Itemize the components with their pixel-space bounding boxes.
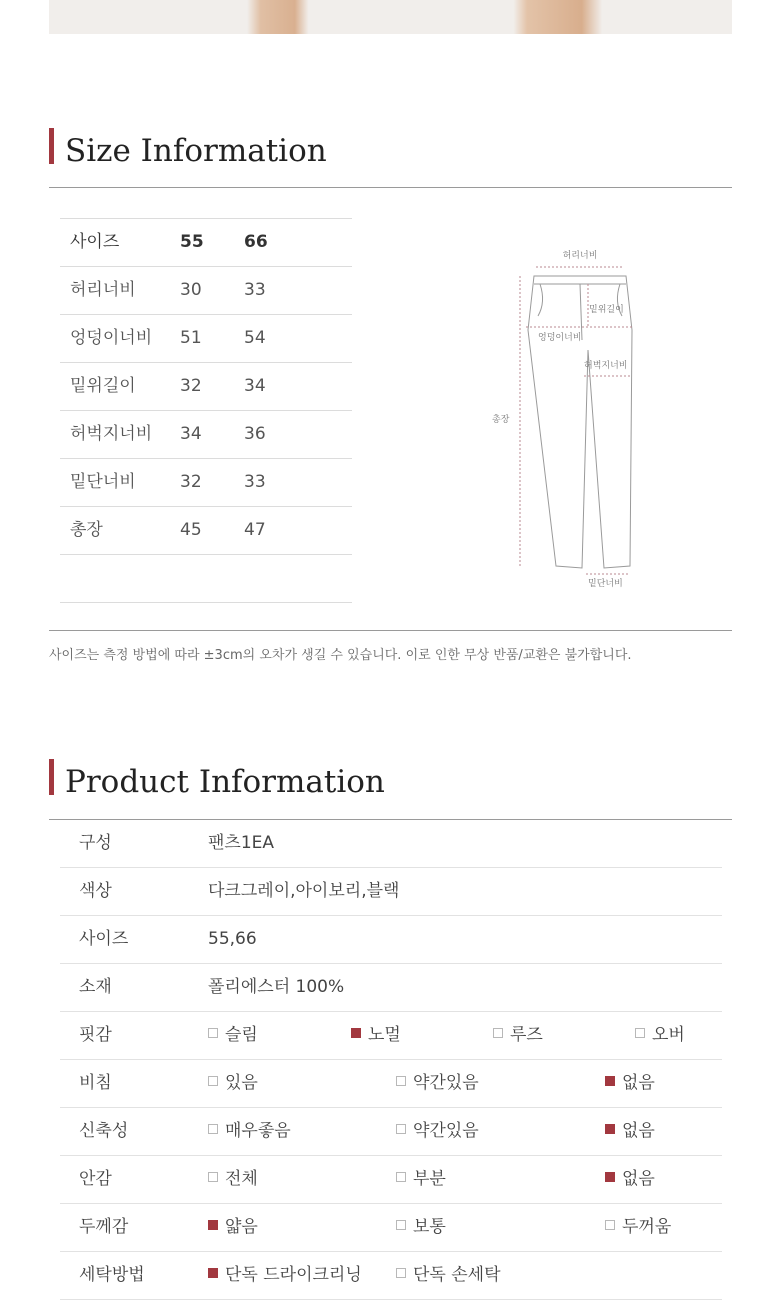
row-label: 핏감 xyxy=(79,1025,112,1045)
pants-outline xyxy=(528,276,632,568)
option-item xyxy=(396,1252,501,1299)
checkbox-icon xyxy=(396,1220,406,1230)
option-item xyxy=(208,1204,258,1251)
cell-66: 33 xyxy=(244,472,266,492)
header-cell: 66 xyxy=(244,232,268,252)
checkbox-icon xyxy=(396,1172,406,1182)
option-item xyxy=(493,1012,543,1059)
option-item xyxy=(605,1108,655,1155)
row-label: 엉덩이너비 xyxy=(70,328,153,348)
row-value: 폴리에스터 100% xyxy=(208,977,345,997)
option-label: 두꺼움 xyxy=(622,1217,672,1237)
checkbox-icon xyxy=(208,1268,218,1278)
checkbox-icon xyxy=(208,1220,218,1230)
table-divider xyxy=(60,602,352,603)
row-label: 소재 xyxy=(79,977,112,997)
checkbox-icon xyxy=(493,1028,503,1038)
table-row xyxy=(60,964,722,1012)
checkbox-icon xyxy=(605,1172,615,1182)
checkbox-icon xyxy=(208,1076,218,1086)
option-item xyxy=(396,1060,479,1107)
header-cell: 사이즈 xyxy=(70,232,120,252)
table-row xyxy=(60,315,352,362)
row-label: 안감 xyxy=(79,1169,112,1189)
table-row xyxy=(60,507,352,554)
header-cell: 55 xyxy=(180,232,204,252)
option-item xyxy=(208,1108,291,1155)
option-label: 단독 손세탁 xyxy=(413,1265,501,1285)
divider xyxy=(49,187,732,188)
table-row xyxy=(60,1252,722,1300)
cell-66: 33 xyxy=(244,280,266,300)
table-row xyxy=(60,363,352,410)
option-item xyxy=(635,1012,685,1059)
cell-55: 32 xyxy=(180,472,202,492)
option-item xyxy=(208,1012,258,1059)
option-item xyxy=(605,1060,655,1107)
row-label: 두께감 xyxy=(79,1217,129,1237)
product-photo-bottom xyxy=(49,0,732,34)
cell-55: 32 xyxy=(180,376,202,396)
checkbox-icon xyxy=(208,1028,218,1038)
table-row xyxy=(60,868,722,916)
row-label: 구성 xyxy=(79,833,112,853)
option-item xyxy=(208,1252,362,1299)
option-label: 얇음 xyxy=(225,1217,258,1237)
checkbox-icon xyxy=(208,1124,218,1134)
table-row xyxy=(60,1156,722,1204)
cell-55: 34 xyxy=(180,424,202,444)
option-item xyxy=(396,1156,446,1203)
option-label: 약간있음 xyxy=(413,1121,479,1141)
option-label: 슬림 xyxy=(225,1025,258,1045)
heading-accent-bar xyxy=(49,128,54,164)
option-label: 없음 xyxy=(622,1169,655,1189)
row-label: 색상 xyxy=(79,881,112,901)
product-information-title: Product Information xyxy=(65,764,385,800)
option-item xyxy=(605,1204,671,1251)
waist-label: 허리너비 xyxy=(562,251,598,261)
option-label: 루즈 xyxy=(510,1025,543,1045)
table-row xyxy=(60,916,722,964)
pants-measurement-diagram xyxy=(480,240,660,600)
checkbox-icon xyxy=(208,1172,218,1182)
checkbox-icon xyxy=(605,1220,615,1230)
table-row xyxy=(60,411,352,458)
table-row xyxy=(60,820,722,868)
option-item xyxy=(208,1060,258,1107)
hem-label: 밑단너비 xyxy=(588,579,623,589)
option-label: 매우좋음 xyxy=(225,1121,291,1141)
option-label: 보통 xyxy=(413,1217,446,1237)
size-note: 사이즈는 측정 방법에 따라 ±3cm의 오차가 생길 수 있습니다. 이로 인한 무상 반품/교환은 불가합니다. xyxy=(49,648,632,663)
size-table-header xyxy=(60,219,352,266)
table-empty-row xyxy=(60,555,352,602)
checkbox-icon xyxy=(396,1268,406,1278)
hip-label: 엉덩이너비 xyxy=(538,333,582,343)
row-label: 밑위길이 xyxy=(70,376,136,396)
option-label: 전체 xyxy=(225,1169,258,1189)
row-value: 팬츠1EA xyxy=(208,833,275,853)
row-label: 밑단너비 xyxy=(70,472,136,492)
rise-label: 밑위길이 xyxy=(589,305,624,315)
table-row xyxy=(60,1060,722,1108)
checkbox-icon xyxy=(605,1076,615,1086)
checkbox-icon xyxy=(351,1028,361,1038)
checkbox-icon xyxy=(396,1076,406,1086)
cell-66: 47 xyxy=(244,520,266,540)
option-label: 단독 드라이크리닝 xyxy=(225,1265,362,1285)
row-label: 총장 xyxy=(70,520,103,540)
table-row xyxy=(60,1108,722,1156)
checkbox-icon xyxy=(635,1028,645,1038)
checkbox-icon xyxy=(605,1124,615,1134)
option-label: 오버 xyxy=(652,1025,685,1045)
option-label: 노멀 xyxy=(368,1025,401,1045)
row-label: 비침 xyxy=(79,1073,112,1093)
checkbox-icon xyxy=(396,1124,406,1134)
row-value: 55,66 xyxy=(208,929,257,949)
product-info-table xyxy=(60,820,722,1300)
size-information-title: Size Information xyxy=(65,133,327,169)
row-label: 허리너비 xyxy=(70,280,136,300)
option-item xyxy=(396,1108,479,1155)
cell-55: 30 xyxy=(180,280,202,300)
option-label: 없음 xyxy=(622,1121,655,1141)
option-label: 약간있음 xyxy=(413,1073,479,1093)
length-label: 총장 xyxy=(492,415,510,425)
divider xyxy=(49,630,732,631)
option-item xyxy=(605,1156,655,1203)
option-label: 부분 xyxy=(413,1169,446,1189)
option-label: 있음 xyxy=(225,1073,258,1093)
size-table xyxy=(60,218,352,603)
table-row xyxy=(60,1012,722,1060)
heading-accent-bar xyxy=(49,759,54,795)
option-label: 없음 xyxy=(622,1073,655,1093)
option-item xyxy=(208,1156,258,1203)
cell-55: 45 xyxy=(180,520,202,540)
table-row xyxy=(60,1204,722,1252)
table-row xyxy=(60,267,352,314)
cell-55: 51 xyxy=(180,328,202,348)
option-item xyxy=(396,1204,446,1251)
row-label: 신축성 xyxy=(79,1121,129,1141)
cell-66: 36 xyxy=(244,424,266,444)
cell-66: 34 xyxy=(244,376,266,396)
row-value: 다크그레이,아이보리,블랙 xyxy=(208,881,400,901)
table-row xyxy=(60,459,352,506)
row-label: 허벅지너비 xyxy=(70,424,153,444)
cell-66: 54 xyxy=(244,328,266,348)
row-label: 세탁방법 xyxy=(79,1265,145,1285)
thigh-label: 허벅지너비 xyxy=(584,361,628,371)
row-label: 사이즈 xyxy=(79,929,129,949)
option-item xyxy=(351,1012,401,1059)
